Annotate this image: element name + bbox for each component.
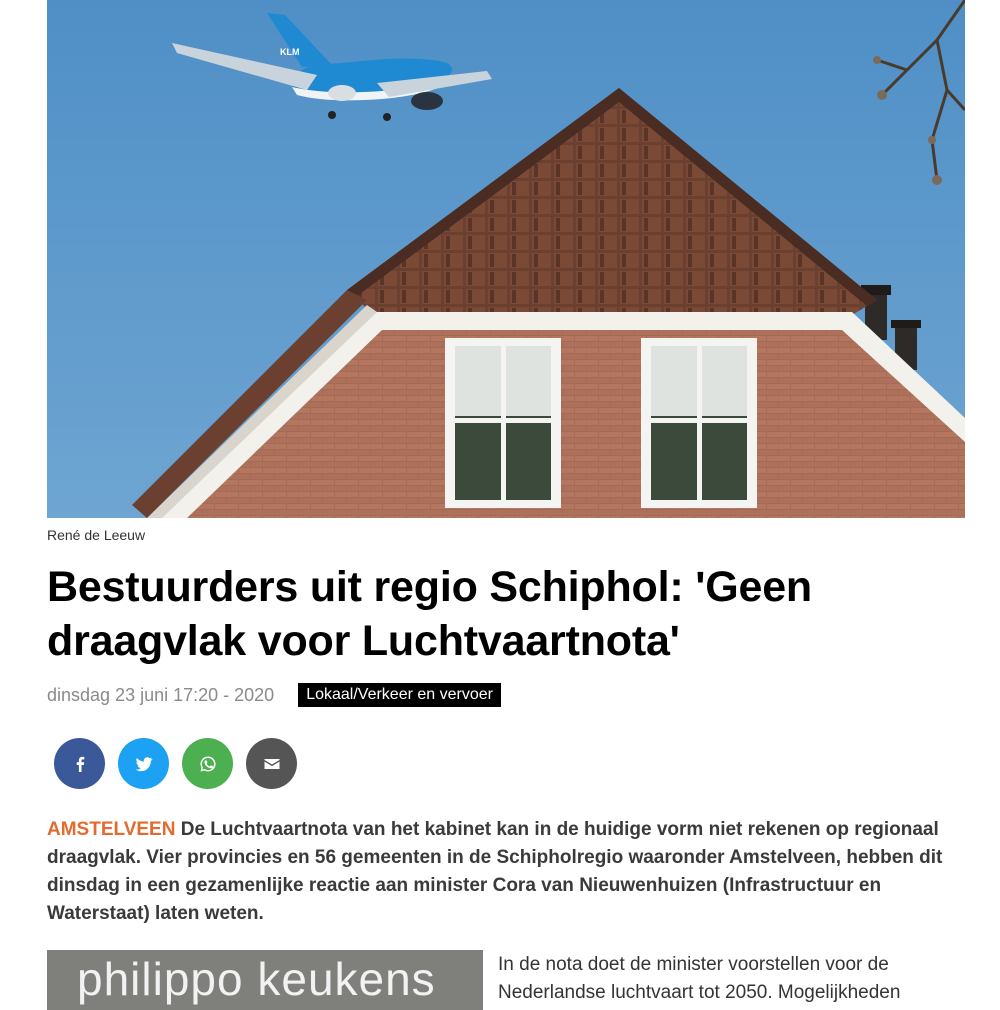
article-lead bbox=[47, 816, 947, 928]
envelope-icon bbox=[262, 754, 282, 774]
lead-text: De Luchtvaartnota van het kabinet kan in de huidige vorm niet rekenen op regionaal draagvlak. Vier provincies en 56 gemeenten in de Schipholregio waaronder Amstelveen, hebben dit dinsdag in een gezamenlijke reactie aan minister Cora van Nieuwenhuizen (Infrastructuur en Waterstaat) laten weten. bbox=[47, 819, 943, 924]
category-tag[interactable]: Lokaal/Verkeer en vervoer bbox=[298, 683, 501, 707]
location-label: AMSTELVEEN bbox=[47, 819, 176, 840]
article-date: dinsdag 23 juni 17:20 - 2020 bbox=[47, 684, 275, 705]
share-bar bbox=[54, 738, 310, 789]
share-twitter-button[interactable] bbox=[118, 738, 169, 789]
advertisement-banner[interactable] bbox=[47, 950, 483, 1010]
facebook-icon bbox=[70, 754, 90, 774]
share-email-button[interactable] bbox=[246, 738, 297, 789]
headline-line-1: Bestuurders uit regio Schiphol: 'Geen bbox=[47, 563, 812, 611]
article-meta bbox=[47, 682, 501, 708]
photo-credit: René de Leeuw bbox=[47, 527, 146, 543]
airline-mark: KLM bbox=[280, 47, 300, 57]
twitter-icon bbox=[134, 754, 154, 774]
window-left bbox=[445, 338, 561, 508]
article-photo bbox=[47, 0, 965, 518]
whatsapp-icon bbox=[198, 754, 218, 774]
share-whatsapp-button[interactable] bbox=[182, 738, 233, 789]
ad-text: philippo keukens bbox=[77, 953, 436, 1005]
article-body: In de nota doet de minister voorstellen voor de Nederlandse luchtvaart tot 2050. Mogelijkheden bbox=[498, 954, 901, 1003]
share-facebook-button[interactable] bbox=[54, 738, 105, 789]
headline-line-2: draagvlak voor Luchtvaartnota' bbox=[47, 617, 680, 665]
window-right bbox=[641, 338, 757, 508]
article-headline bbox=[47, 560, 947, 668]
